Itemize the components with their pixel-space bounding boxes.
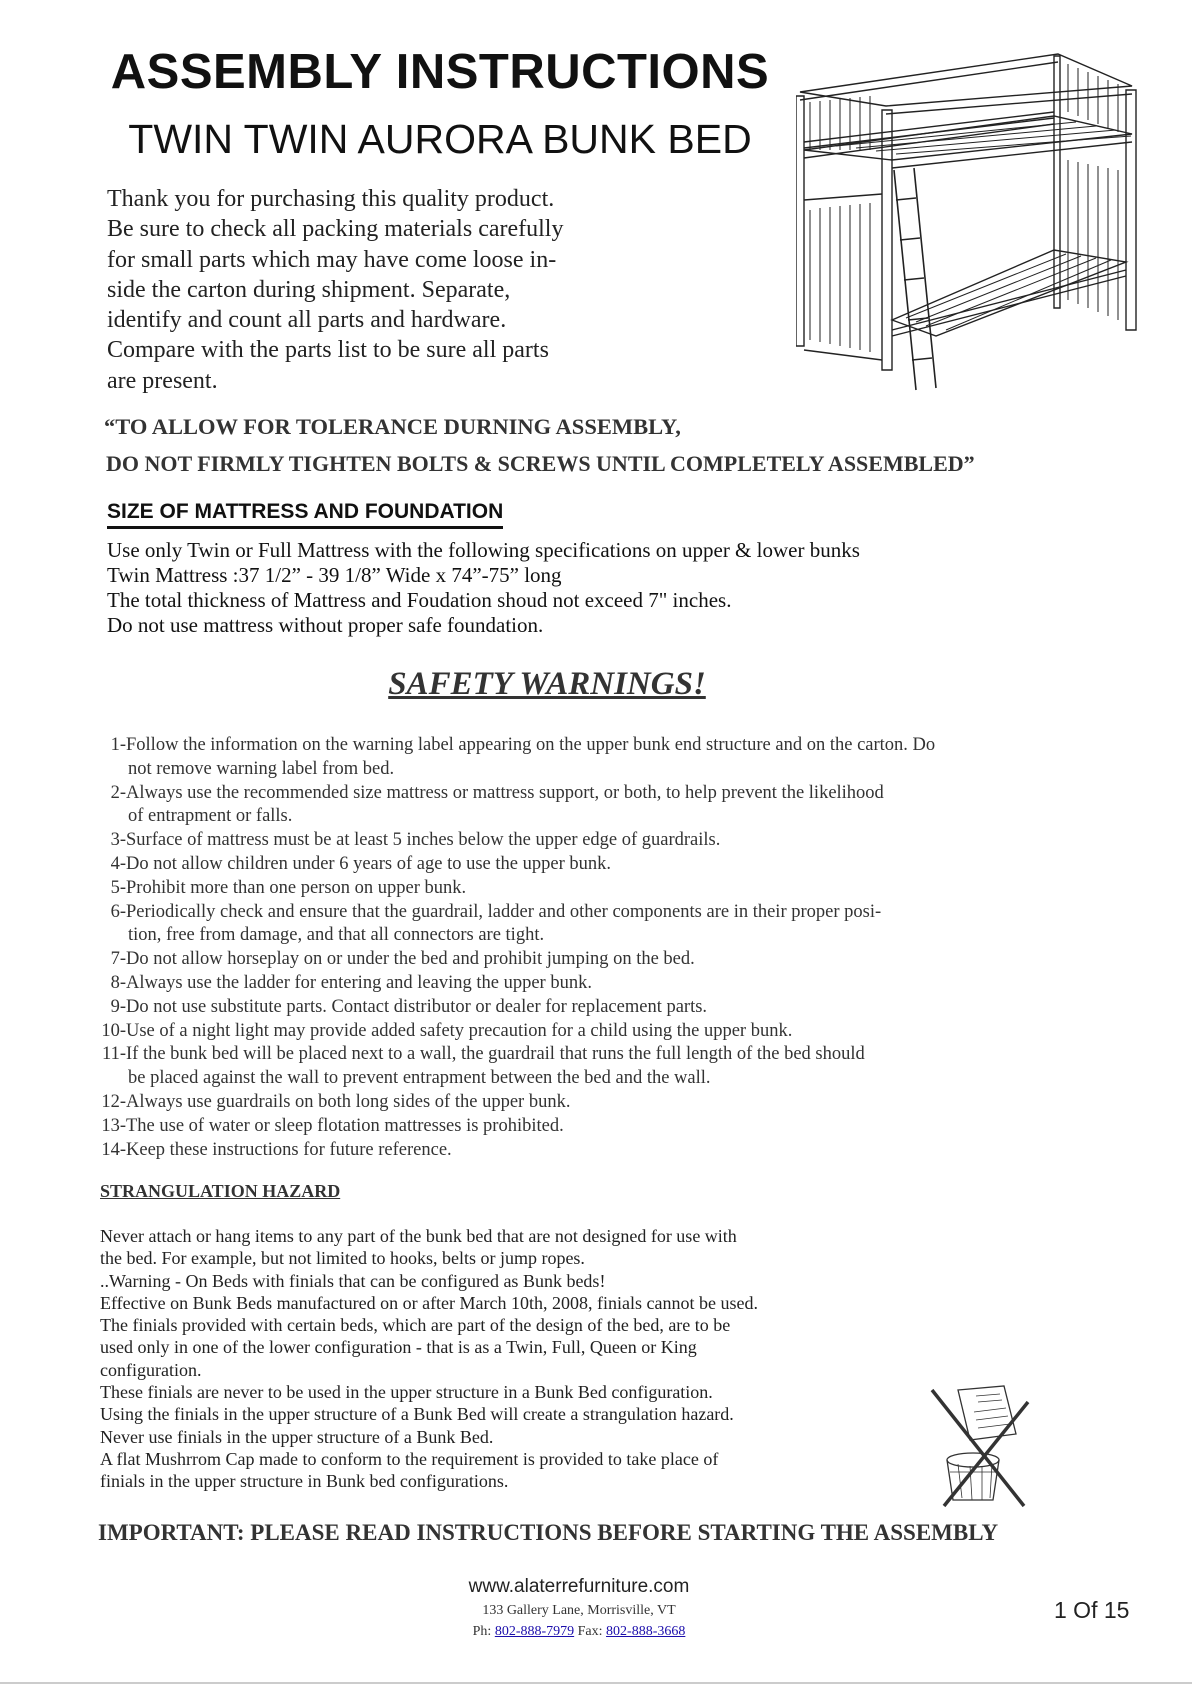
strangulation-line: The finials provided with certain beds, which are part of the design of the bed, are to be: [100, 1315, 731, 1336]
warning-item: [94, 901, 1154, 925]
warning-continuation: tion, free from damage, and that all connectors are tight.: [128, 925, 545, 946]
contact-numbers: [0, 1624, 1158, 1640]
warning-item: [94, 782, 1154, 806]
warning-continuation: be placed against the wall to prevent entrapment between the bed and the wall.: [128, 1068, 711, 1089]
strangulation-line: used only in one of the lower configuration - that is as a Twin, Full, Queen or King: [100, 1337, 697, 1358]
warning-number: 9-: [110, 996, 126, 1017]
warning-number: 4-: [110, 853, 126, 874]
warning-text: Keep these instructions for future reference.: [126, 1139, 452, 1160]
mattress-spec-line: Twin Mattress :37 1/2” - 39 1/8” Wide x 74”-75” long: [107, 563, 562, 587]
strangulation-line: These finials are never to be used in the upper structure in a Bunk Bed configuration.: [100, 1382, 713, 1403]
fax-link[interactable]: 802-888-3668: [606, 1624, 686, 1639]
warning-item: [94, 972, 1154, 996]
warning-item: [94, 1043, 1154, 1067]
no-finials-icon: [918, 1382, 1038, 1508]
bunk-bed-illustration-icon: [796, 50, 1142, 398]
safety-warnings-list: [94, 734, 1154, 1162]
tolerance-notice-line-2: DO NOT FIRMLY TIGHTEN BOLTS & SCREWS UNTIL COMPLETELY ASSEMBLED”: [106, 451, 975, 476]
intro-line: are present.: [107, 367, 218, 394]
warning-number: 8-: [110, 972, 126, 993]
warning-text: Surface of mattress must be at least 5 inches below the upper edge of guardrails.: [126, 830, 721, 851]
strangulation-hazard-text: [100, 1225, 758, 1493]
mattress-spec-line: Use only Twin or Full Mattress with the following specifications on upper & lower bunks: [107, 538, 860, 562]
strangulation-line: the bed. For example, but not limited to hooks, belts or jump ropes.: [100, 1248, 585, 1269]
intro-line: for small parts which may have come loose in-: [107, 246, 557, 273]
phone-link[interactable]: 802-888-7979: [494, 1624, 575, 1639]
warning-item: [94, 1091, 1154, 1115]
strangulation-line: Never use finials in the upper structure of a Bunk Bed.: [100, 1426, 494, 1447]
intro-line: side the carton during shipment. Separate,: [107, 276, 511, 303]
strangulation-line: configuration.: [100, 1359, 202, 1380]
page-title: ASSEMBLY INSTRUCTIONS: [110, 45, 770, 99]
warning-text: Always use guardrails on both long sides of the upper bunk.: [126, 1091, 571, 1112]
warning-item: [94, 734, 1154, 758]
strangulation-line: finials in the upper structure in Bunk bed configurations.: [100, 1471, 509, 1492]
strangulation-hazard-heading: STRANGULATION HAZARD: [100, 1181, 341, 1201]
warning-item: [94, 996, 1154, 1020]
phone-label: Ph:: [472, 1624, 495, 1639]
warning-text: Do not allow horseplay on or under the bed and prohibit jumping on the bed.: [126, 949, 695, 970]
warning-continuation: not remove warning label from bed.: [128, 758, 395, 779]
warning-number: 2-: [110, 782, 126, 803]
warning-item: [94, 877, 1154, 901]
warning-text: Follow the information on the warning label appearing on the upper bunk end structure and on the carton. Do: [126, 735, 936, 755]
mattress-spec-line: The total thickness of Mattress and Foudation shoud not exceed 7" inches.: [107, 588, 732, 612]
warning-text: Always use the ladder for entering and leaving the upper bunk.: [126, 972, 592, 993]
strangulation-line: Using the finials in the upper structure of a Bunk Bed will create a strangulation hazard.: [100, 1404, 734, 1425]
warning-number: 10-: [101, 1020, 126, 1041]
warning-text: Prohibit more than one person on upper bunk.: [126, 877, 467, 898]
page-number: 1 Of 15: [1054, 1597, 1130, 1623]
intro-line: identify and count all parts and hardware.: [107, 307, 507, 334]
warning-text: Use of a night light may provide added safety precaution for a child using the upper bunk.: [126, 1020, 793, 1041]
warning-number: 11-: [102, 1044, 126, 1065]
warning-text: Do not allow children under 6 years of age to use the upper bunk.: [126, 853, 611, 874]
warning-text: Periodically check and ensure that the guardrail, ladder and other components are in their proper posi-: [126, 901, 882, 922]
mattress-spec-line: Do not use mattress without proper safe foundation.: [107, 613, 544, 637]
intro-line: Be sure to check all packing materials carefully: [107, 216, 564, 243]
strangulation-line: ..Warning - On Beds with finials that can be configured as Bunk beds!: [100, 1270, 606, 1291]
mattress-section-heading: SIZE OF MATTRESS AND FOUNDATION: [107, 500, 503, 529]
warning-item: [94, 1020, 1154, 1044]
warning-text: Do not use substitute parts. Contact distributor or dealer for replacement parts.: [126, 996, 708, 1017]
warning-text: The use of water or sleep flotation mattresses is prohibited.: [126, 1115, 564, 1136]
fax-label: Fax:: [574, 1624, 607, 1639]
website-url[interactable]: www.alaterrefurniture.com: [468, 1576, 690, 1597]
warning-item: [94, 948, 1154, 972]
warning-item: [94, 853, 1154, 877]
warning-number: 1-: [110, 735, 126, 755]
strangulation-line: Effective on Bunk Beds manufactured on or after March 10th, 2008, finials cannot be used.: [100, 1292, 758, 1313]
tolerance-notice-line-1: “TO ALLOW FOR TOLERANCE DURNING ASSEMBLY,: [104, 414, 681, 439]
warning-number: 13-: [101, 1115, 126, 1136]
warning-number: 6-: [110, 901, 126, 922]
important-notice: IMPORTANT: PLEASE READ INSTRUCTIONS BEFORE STARTING THE ASSEMBLY: [98, 1520, 999, 1545]
safety-warnings-heading: SAFETY WARNINGS!: [388, 666, 706, 702]
warning-item: [94, 1115, 1154, 1139]
warning-continuation: of entrapment or falls.: [128, 806, 293, 827]
bottom-divider: [0, 1682, 1192, 1684]
warning-number: 3-: [110, 830, 126, 851]
intro-paragraph: [107, 184, 647, 396]
warning-item: [94, 829, 1154, 853]
warning-number: 7-: [110, 949, 126, 970]
warning-number: 5-: [110, 877, 126, 898]
strangulation-line: A flat Mushrrom Cap made to conform to the requirement is provided to take place of: [100, 1448, 719, 1469]
intro-line: Thank you for purchasing this quality product.: [107, 186, 555, 212]
warning-text: If the bunk bed will be placed next to a wall, the guardrail that runs the full length of the bed should: [126, 1044, 865, 1065]
warning-text: Always use the recommended size mattress or mattress support, or both, to help prevent the likelihood: [126, 782, 884, 803]
warning-number: 12-: [101, 1091, 126, 1112]
mattress-specifications: [107, 538, 860, 638]
intro-line: Compare with the parts list to be sure all parts: [107, 337, 549, 364]
warning-item: [94, 1139, 1154, 1163]
company-address: 133 Gallery Lane, Morrisville, VT: [482, 1603, 676, 1618]
page-subtitle: TWIN TWIN AURORA BUNK BED: [128, 116, 752, 162]
strangulation-line: Never attach or hang items to any part of the bunk bed that are not designed for use with: [100, 1226, 737, 1246]
warning-number: 14-: [101, 1139, 126, 1160]
